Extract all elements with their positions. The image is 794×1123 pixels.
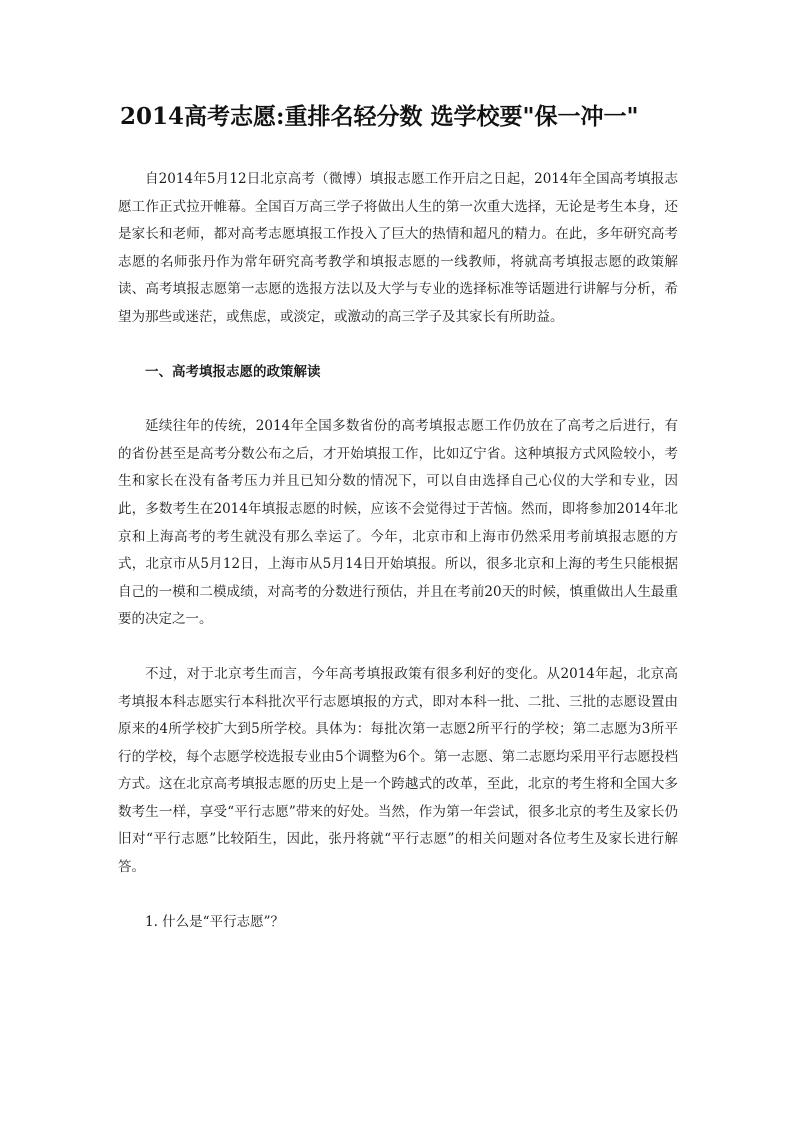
page-title: 2014高考志愿:重排名轻分数 选学校要"保一冲一" <box>120 103 639 130</box>
article-body <box>118 166 678 936</box>
beijing-paragraph: 不过，对于北京考生而言，今年高考填报政策有很多利好的变化。从2014年起，北京高考填报本科志愿实行本科批次平行志愿填报的方式，即对本科一批、二批、三批的志愿设置由原来的4所学校扩大到5所学校。具体为：每批次第一志愿2所平行的学校；第二志愿为3所平行的学校，每个志愿学校选报专业由5个调整为6个。第一志愿、第二志愿均采用平行志愿投档方式。这在北京高考填报志愿的历史上是一个跨越式的改革，至此，北京的考生将和全国大多数考生一样，享受“平行志愿”带来的好处。当然，作为第一年尝试，很多北京的考生及家长仍旧对“平行志愿”比较陌生，因此，张丹将就“平行志愿”的相关问题对各位考生及家长进行解答。 <box>118 665 678 876</box>
policy-paragraph: 延续往年的传统，2014年全国多数省份的高考填报志愿工作仍放在了高考之后进行，有的省份甚至是高考分数公布之后，才开始填报工作，比如辽宁省。这种填报方式风险较小，考生和家长在没有备考压力并且已知分数的情况下，可以自由选择自己心仪的大学和专业，因此，多数考生在2014年填报志愿的时候，应该不会觉得过于苦恼。然而，即将参加2014年北京和上海高考的考生就没有那么幸运了。今年，北京市和上海市仍然采用考前填报志愿的方式，北京市从5月12日，上海市从5月14日开始填报。所以，很多北京和上海的考生只能根据自己的一模和二模成绩，对高考的分数进行预估，并且在考前20天的时候，慎重做出人生最重要的决定之一。 <box>118 418 678 628</box>
question-item: 1. 什么是“平行志愿”？ <box>145 913 284 930</box>
section-heading: 一、高考填报志愿的政策解读 <box>145 363 321 380</box>
intro-paragraph: 自2014年5月12日北京高考（微博）填报志愿工作开启之日起，2014年全国高考填报志愿工作正式拉开帷幕。全国百万高三学子将做出人生的第一次重大选择，无论是考生本身，还是家长和老师，都对高考志愿填报工作投入了巨大的热情和超凡的精力。在此，多年研究高考志愿的名师张丹作为常年研究高考教学和填报志愿的一线教师，将就高考填报志愿的政策解读、高考填报志愿第一志愿的选报方法以及大学与专业的选择标准等话题进行讲解与分析，希望为那些或迷茫，或焦虑，或淡定，或激动的高三学子及其家长有所助益。 <box>118 171 678 325</box>
